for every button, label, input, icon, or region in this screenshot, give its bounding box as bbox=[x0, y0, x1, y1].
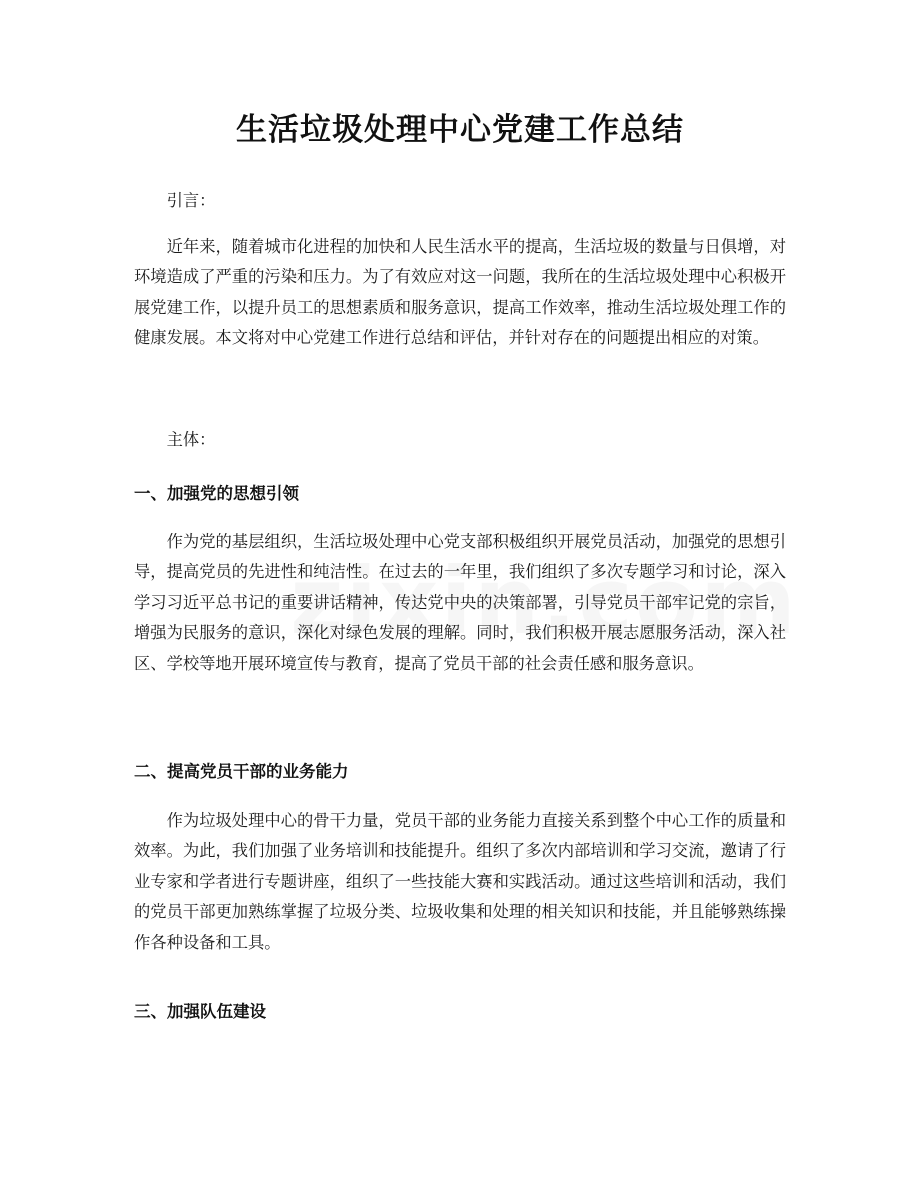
section-paragraph-2: 作为垃圾处理中心的骨干力量，党员干部的业务能力直接关系到整个中心工作的质量和效率。为此，我们加强了业务培训和技能提升。组织了多次内部培训和学习交流，邀请了行业专家和学者进行专题讲座，组织了一些技能大赛和实践活动。通过这些培训和活动，我们的党员干部更加熟练掌握了垃圾分类、垃圾收集和处理的相关知识和技能，并且能够熟练操作各种设备和工具。 bbox=[134, 811, 786, 952]
section-paragraph-1: 作为党的基层组织，生活垃圾处理中心党支部积极组织开展党员活动，加强党的思想引导，提高党员的先进性和纯洁性。在过去的一年里，我们组织了多次专题学习和讨论，深入学习习近平总书记的重要讲话精神，传达党中央的决策部署，引导党员干部牢记党的宗旨，增强为民服务的意识，深化对绿色发展的理解。同时，我们积极开展志愿服务活动，深入社区、学校等地开展环境宣传与教育，提高了党员干部的社会责任感和服务意识。 bbox=[134, 532, 786, 673]
section-heading-2: 二、提高党员干部的业务能力 bbox=[134, 762, 349, 781]
section-heading-1: 一、加强党的思想引领 bbox=[134, 484, 299, 503]
intro-paragraph: 近年来，随着城市化进程的加快和人民生活水平的提高，生活垃圾的数量与日俱增，对环境造成了严重的污染和压力。为了有效应对这一问题，我所在的生活垃圾处理中心积极开展党建工作，以提升员工的思想素质和服务意识，提高工作效率，推动生活垃圾处理工作的健康发展。本文将对中心党建工作进行总结和评估，并针对存在的问题提出相应的对策。 bbox=[134, 237, 786, 348]
intro-label: 引言： bbox=[166, 191, 216, 210]
body-label: 主体： bbox=[166, 430, 216, 449]
document-title: 生活垃圾处理中心党建工作总结 bbox=[236, 112, 684, 148]
section-heading-3: 三、加强队伍建设 bbox=[134, 1002, 266, 1021]
